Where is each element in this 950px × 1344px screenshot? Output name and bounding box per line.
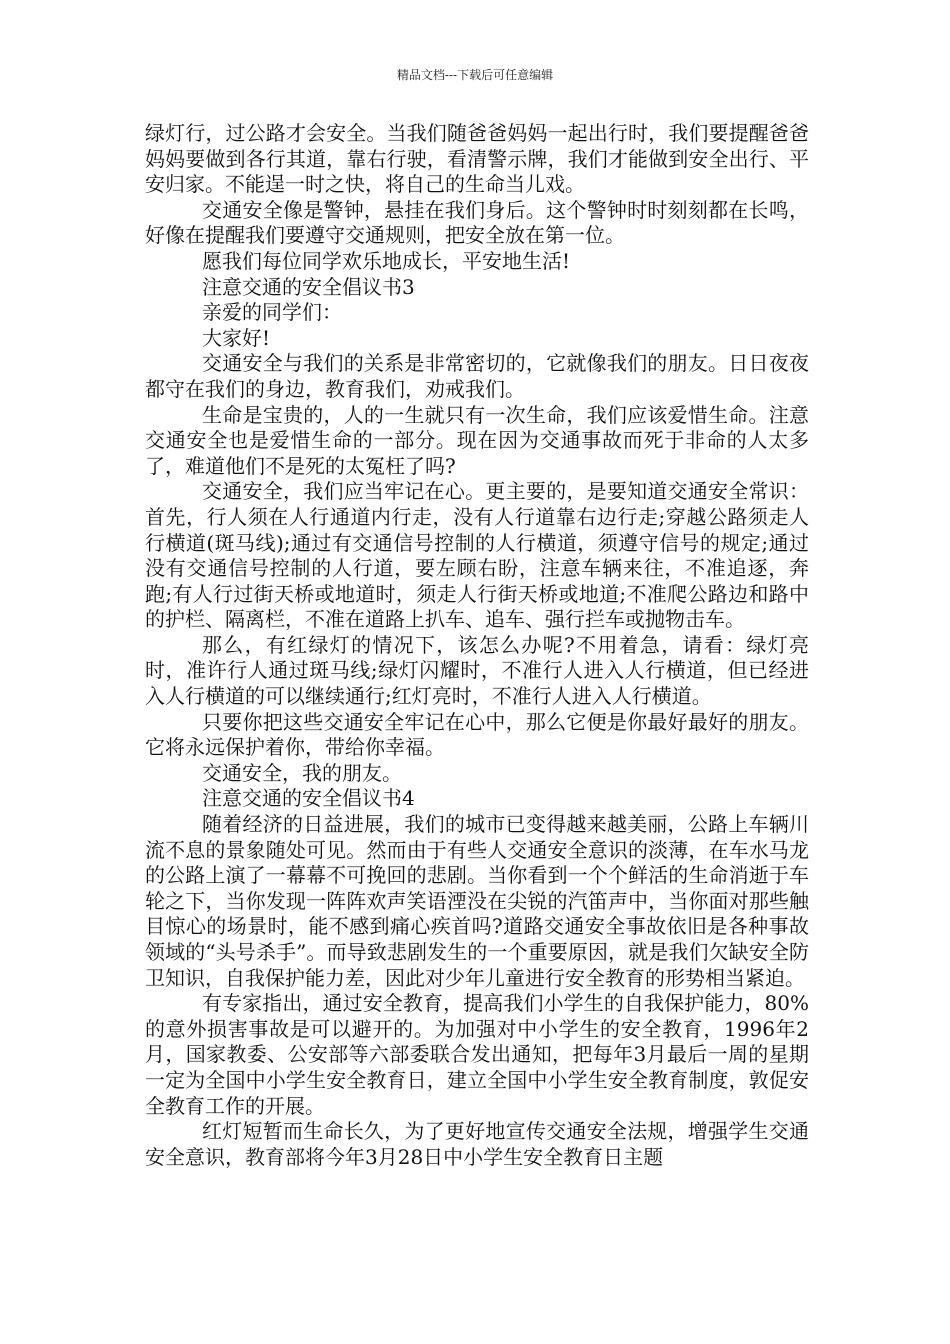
salutation: 亲爱的同学们： bbox=[202, 300, 342, 325]
document-body bbox=[145, 121, 809, 1170]
paragraph: 红灯短暂而生命长久，为了更好地宣传交通安全法规，增强学生交通安全意识，教育部将今年3月28日中小学生安全教育日主题 bbox=[145, 1119, 809, 1169]
page-header: 精品文档---下载后可任意编辑 bbox=[396, 68, 554, 82]
section-title: 注意交通的安全倡议书3 bbox=[202, 274, 415, 299]
paragraph: 交通安全，我们应当牢记在心。更主要的，是要知道交通安全常识：首先，行人须在人行通道内行走，没有人行道靠右边行走;穿越公路须走人行横道(斑马线);通过有交通信号控制的人行横道，须遵守信号的规定;通过没有交通信号控制的人行道，要左顾右盼，注意车辆来往，不准追逐，奔跑;有人行过街天桥或地道时，须走人行街天桥或地道;不准爬公路边和路中的护栏、隔离栏，不准在道路上扒车、追车、强行拦车或抛物击车。 bbox=[145, 479, 809, 632]
greeting: 大家好! bbox=[202, 325, 271, 350]
paragraph: 愿我们每位同学欢乐地成长，平安地生活! bbox=[202, 248, 571, 273]
paragraph: 绿灯行，过公路才会安全。当我们随爸爸妈妈一起出行时，我们要提醒爸爸妈妈要做到各行其道，靠右行驶，看清警示牌，我们才能做到安全出行、平安归家。不能逞一时之快，将自己的生命当儿戏。 bbox=[145, 121, 809, 197]
paragraph: 交通安全，我的朋友。 bbox=[202, 760, 402, 785]
section-title: 注意交通的安全倡议书4 bbox=[202, 786, 415, 811]
paragraph: 生命是宝贵的，人的一生就只有一次生命，我们应该爱惜生命。注意交通安全也是爱惜生命的一部分。现在因为交通事故而死于非命的人太多了，难道他们不是死的太冤枉了吗? bbox=[145, 402, 809, 478]
paragraph: 交通安全像是警钟，悬挂在我们身后。这个警钟时时刻刻都在长鸣，好像在提醒我们要遵守交通规则，把安全放在第一位。 bbox=[145, 197, 809, 248]
paragraph: 有专家指出，通过安全教育，提高我们小学生的自我保护能力，80%的意外损害事故是可以避开的。为加强对中小学生的安全教育，1996年2月，国家教委、公安部等六部委联合发出通知，把每年3月最后一周的星期一定为全国中小学生安全教育日，建立全国中小学生安全教育制度，敦促安全教育工作的开展。 bbox=[145, 991, 809, 1118]
paragraph: 那么，有红绿灯的情况下，该怎么办呢?不用着急，请看：绿灯亮时，准许行人通过斑马线;绿灯闪耀时，不准行人进入人行横道，但已经进入人行横道的可以继续通行;红灯亮时，不准行人进入人行横道。 bbox=[145, 632, 809, 709]
paragraph: 只要你把这些交通安全牢记在心中，那么它便是你最好最好的朋友。它将永远保护着你，带给你幸福。 bbox=[145, 709, 809, 760]
paragraph: 交通安全与我们的关系是非常密切的，它就像我们的朋友。日日夜夜都守在我们的身边，教育我们，劝戒我们。 bbox=[145, 351, 809, 401]
paragraph: 随着经济的日益进展，我们的城市已变得越来越美丽，公路上车辆川流不息的景象随处可见。然而由于有些人交通安全意识的淡薄，在车水马龙的公路上演了一幕幕不可挽回的悲剧。当你看到一个个鲜活的生命消逝于车轮之下，当你发现一阵阵欢声笑语湮没在尖锐的汽笛声中，当你面对那些触目惊心的场景时，能不感到痛心疾首吗?道路交通安全事故依旧是各种事故领域的“头号杀手”。而导致悲剧发生的一个重要原因，就是我们欠缺安全防卫知识，自我保护能力差，因此对少年儿童进行安全教育的形势相当紧迫。 bbox=[145, 812, 809, 990]
